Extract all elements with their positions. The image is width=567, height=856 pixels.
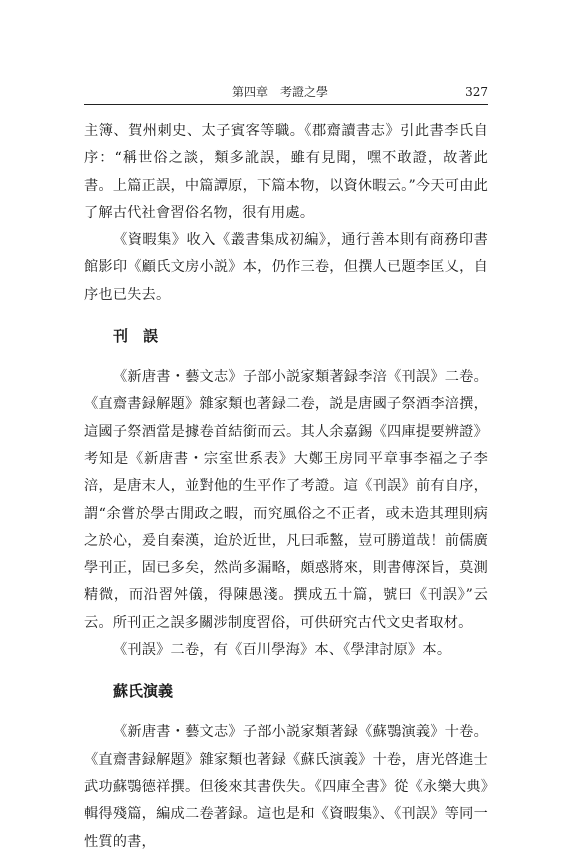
- running-header: [84, 82, 488, 102]
- section-heading: 刊 誤: [113, 327, 159, 346]
- page-number: 327: [465, 85, 488, 99]
- section-heading: 蘇氏演義: [113, 682, 174, 701]
- body-paragraph: 主簿、賀州刺史、太子賓客等職。《郡齋讀書志》引此書李氏自序：“稱世俗之談，類多訛誤，雖有見聞，嘿不敢證，故著此書。上篇正誤，中篇譚原，下篇本物，以資休暇云。”今天可由此了解古代社會習俗名物，很有用處。: [84, 123, 488, 221]
- body-paragraph: 《新唐書・藝文志》子部小説家類著録《蘇鶚演義》十卷。《直齋書録解題》雜家類也著録《蘇氏演義》十卷，唐光啓進士武功蘇鶚德祥撰。但後來其書佚失。《四庫全書》從《永樂大典》輯得殘篇，編成二卷著録。這也是和《資暇集》、《刊誤》等同一性質的書，: [84, 724, 488, 850]
- body-paragraph: 《資暇集》收入《叢書集成初編》，通行善本則有商務印書館影印《顧氏文房小説》本，仍作三卷，但撰人已題李匡乂，自序也已失去。: [84, 232, 488, 303]
- header-rule: [84, 104, 488, 105]
- body-paragraph: 《新唐書・藝文志》子部小説家類著録李涪《刊誤》二卷。《直齋書録解題》雜家類也著録二卷，説是唐國子祭酒李涪撰，這國子祭酒當是據卷首結銜而云。其人余嘉錫《四庫提要辨證》考知是《新唐書・宗室世系表》大鄭王房同平章事李福之子李涪，是唐末人，並對他的生平作了考證。這《刊誤》前有自序，謂“余嘗於學古閒政之暇，而究風俗之不正者，或未造其理則病之於心，爰自秦漢，迨於近世，凡曰乖盭，豈可勝道哉！前儒廣學刊正，固已多矣，然尚多漏略，頗惑將來，則書傳深旨，莫測精微，而沿習舛儀，得陳愚淺。撰成五十篇，號曰《刊誤》”云云。所刊正之誤多關涉制度習俗，可供研究古代文史者取材。: [84, 369, 488, 631]
- page-body: [84, 118, 488, 856]
- body-paragraph: 《刊誤》二卷，有《百川學海》本、《學津討原》本。: [113, 642, 452, 659]
- chapter-title: 第四章 考證之學: [232, 85, 329, 99]
